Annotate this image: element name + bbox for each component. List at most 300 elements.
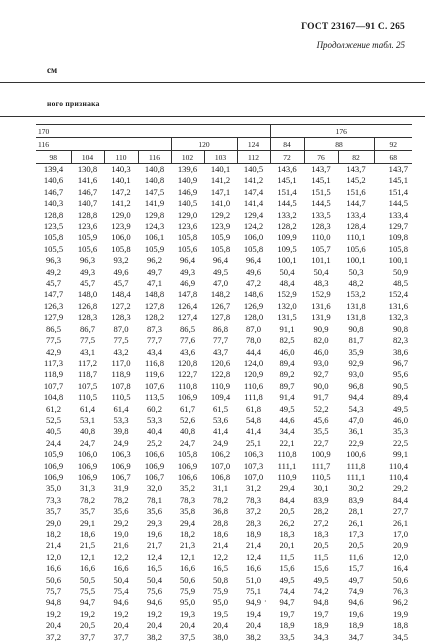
table-cell: 35,9: [338, 347, 374, 358]
standard-code: ГОСТ 23167—91 С. 265: [301, 22, 405, 32]
table-cell: 117,0: [104, 358, 138, 369]
table-cell: 18,9: [304, 620, 338, 631]
table-cell: 145,2: [338, 175, 374, 186]
table-cell: 140,8: [138, 164, 171, 176]
measurements-table: [36, 124, 412, 643]
table-cell: 110,5: [71, 392, 104, 403]
table-cell: 93,2: [104, 255, 138, 266]
table-cell: 107,6: [138, 381, 171, 392]
table-cell: 43,7: [204, 347, 237, 358]
subgroup-header: 124: [237, 138, 270, 151]
table-cell: 106,9: [71, 472, 104, 483]
table-cell: 143,7: [304, 164, 338, 176]
table-cell: 141,6: [71, 175, 104, 186]
table-cell: 19,2: [138, 609, 171, 620]
table-cell: 105,6: [71, 244, 104, 255]
table-cell: 107,8: [104, 381, 138, 392]
table-cell: 94,6: [104, 597, 138, 608]
table-row: [36, 278, 412, 289]
table-cell: 105,8: [36, 232, 71, 243]
table-cell: 50,4: [104, 575, 138, 586]
table-row: [36, 552, 412, 563]
table-row: [36, 198, 412, 209]
table-cell: 117,2: [71, 358, 104, 369]
table-cell: 105,7: [304, 244, 338, 255]
table-cell: 50,4: [138, 575, 171, 586]
table-cell: 45,7: [36, 278, 71, 289]
table-body: [36, 164, 412, 643]
table-cell: 110,1: [338, 232, 374, 243]
table-cell: 18,3: [270, 529, 304, 540]
table-cell: 22,9: [338, 438, 374, 449]
table-cell: 35,3: [374, 426, 412, 437]
table-cell: 49,2: [36, 267, 71, 278]
table-cell: 106,9: [36, 461, 71, 472]
table-cell: 19,6: [138, 529, 171, 540]
table-cell: 35,0: [36, 483, 71, 494]
table-cell: 44,6: [270, 415, 304, 426]
table-cell: 29,2: [104, 518, 138, 529]
table-cell: 20,5: [270, 506, 304, 517]
table-cell: 111,8: [237, 392, 270, 403]
table-cell: 100,1: [270, 255, 304, 266]
table-row: [36, 415, 412, 426]
table-cell: 126,7: [204, 301, 237, 312]
table-row: [36, 175, 412, 186]
table-cell: 53,3: [104, 415, 138, 426]
table-cell: 106,9: [36, 472, 71, 483]
column-header: 68: [374, 151, 412, 164]
table-cell: 20,5: [71, 620, 104, 631]
table-row: [36, 232, 412, 243]
table-cell: 47,2: [237, 278, 270, 289]
table-cell: 48,3: [304, 278, 338, 289]
table-cell: 94,4: [338, 392, 374, 403]
table-cell: 22,1: [270, 438, 304, 449]
table-cell: 19,4: [237, 609, 270, 620]
table-cell: 107,3: [237, 461, 270, 472]
table-cell: 128,3: [104, 312, 138, 323]
table-cell: 50,4: [270, 267, 304, 278]
table-cell: 116,8: [138, 358, 171, 369]
table-cell: 96,4: [237, 255, 270, 266]
table-cell: 43,2: [104, 347, 138, 358]
table-cell: 83,9: [304, 495, 338, 506]
table-cell: 128,8: [71, 210, 104, 221]
table-cell: 20,4: [204, 620, 237, 631]
column-header: 110: [104, 151, 138, 164]
table-cell: 37,7: [104, 632, 138, 643]
table-cell: 131,5: [270, 312, 304, 323]
table-cell: 128,8: [36, 210, 71, 221]
table-cell: 86,5: [36, 324, 71, 335]
table-cell: 19,2: [71, 609, 104, 620]
table-cell: 45,6: [304, 415, 338, 426]
table-cell: 33,5: [270, 632, 304, 643]
table-row: [36, 255, 412, 266]
table-cell: 110,6: [237, 381, 270, 392]
table-cell: 106,9: [104, 461, 138, 472]
table-cell: 130,8: [71, 164, 104, 176]
table-cell: 15,6: [270, 563, 304, 574]
table-cell: 95,0: [204, 597, 237, 608]
table-cell: 25,1: [237, 438, 270, 449]
table-cell: 128,0: [237, 312, 270, 323]
table-cell: 49,5: [270, 575, 304, 586]
table-cell: 26,2: [270, 518, 304, 529]
table-cell: 105,8: [237, 244, 270, 255]
table-cell: 147,8: [171, 289, 204, 300]
table-cell: 46,0: [270, 347, 304, 358]
table-cell: 106,3: [237, 449, 270, 460]
table-cell: 131,6: [374, 301, 412, 312]
table-cell: 140,5: [171, 198, 204, 209]
table-cell: 123,6: [71, 221, 104, 232]
table-cell: 96,3: [71, 255, 104, 266]
table-cell: 60,2: [138, 404, 171, 415]
table-cell: 52,6: [171, 415, 204, 426]
table-cell: 91,1: [270, 324, 304, 335]
table-row: [36, 187, 412, 198]
table-cell: 118,9: [104, 369, 138, 380]
table-cell: 143,7: [374, 164, 412, 176]
table-row: [36, 449, 412, 460]
table-cell: 49,5: [270, 404, 304, 415]
table-cell: 110,4: [374, 472, 412, 483]
table-cell: 148,8: [138, 289, 171, 300]
table-cell: 124,0: [237, 358, 270, 369]
table-cell: 47,1: [138, 278, 171, 289]
table-cell: 34,5: [374, 632, 412, 643]
table-cell: 131,8: [338, 301, 374, 312]
table-cell: 50,8: [204, 575, 237, 586]
table-cell: 151,5: [304, 187, 338, 198]
table-cell: 106,9: [71, 461, 104, 472]
table-row: [36, 586, 412, 597]
table-cell: 18,2: [36, 529, 71, 540]
table-cell: 107,7: [36, 381, 71, 392]
group-header-row: [36, 125, 412, 138]
table-row: [36, 347, 412, 358]
table-cell: 38,6: [374, 347, 412, 358]
table-cell: 122,7: [171, 369, 204, 380]
table-cell: 46,0: [304, 347, 338, 358]
table-cell: 91,4: [270, 392, 304, 403]
table-cell: 110,0: [304, 232, 338, 243]
table-cell: 132,0: [270, 301, 304, 312]
table-cell: 110,8: [270, 449, 304, 460]
table-cell: 16,6: [36, 563, 71, 574]
table-cell: 44,4: [237, 347, 270, 358]
table-row: [36, 426, 412, 437]
table-cell: 50,5: [71, 575, 104, 586]
table-cell: 140,6: [36, 175, 71, 186]
table-cell: 129,8: [138, 210, 171, 221]
table-cell: 145,1: [374, 175, 412, 186]
table-cell: 127,8: [204, 312, 237, 323]
subgroup-header: 116: [36, 138, 171, 151]
table-cell: 24,7: [71, 438, 104, 449]
table-cell: 94,8: [304, 597, 338, 608]
column-header: 72: [270, 151, 304, 164]
table-cell: 20,4: [138, 620, 171, 631]
table-cell: 105,6: [171, 244, 204, 255]
table-cell: 124,3: [138, 221, 171, 232]
table-cell: 35,5: [304, 426, 338, 437]
table-cell: 92,9: [338, 358, 374, 369]
table-cell: 151,4: [374, 187, 412, 198]
table-cell: 120,8: [171, 358, 204, 369]
table-cell: 126,4: [171, 301, 204, 312]
table-cell: 24,7: [171, 438, 204, 449]
table-cell: 40,5: [36, 426, 71, 437]
table-row: [36, 335, 412, 346]
table-cell: 16,6: [237, 563, 270, 574]
table-cell: 61,2: [36, 404, 71, 415]
table-cell: 106,7: [138, 472, 171, 483]
table-cell: 27,2: [304, 518, 338, 529]
table-cell: 94,6: [338, 597, 374, 608]
table-cell: 34,4: [270, 426, 304, 437]
table-cell: 38,0: [204, 632, 237, 643]
table-cell: 153,2: [338, 289, 374, 300]
table-cell: 100,9: [304, 449, 338, 460]
table-cell: 101,1: [304, 255, 338, 266]
table-cell: 34,7: [338, 632, 374, 643]
table-cell: 49,5: [304, 575, 338, 586]
table-cell: 129,0: [104, 210, 138, 221]
table-cell: 123,9: [104, 221, 138, 232]
table-cell: 21,4: [204, 540, 237, 551]
table-cell: 106,0: [104, 232, 138, 243]
table-cell: 29,4: [171, 518, 204, 529]
table-row: [36, 632, 412, 643]
table-cell: 37,2: [237, 506, 270, 517]
table-cell: 89,2: [270, 369, 304, 380]
table-cell: 61,4: [104, 404, 138, 415]
table-row: [36, 518, 412, 529]
table-cell: 20,4: [36, 620, 71, 631]
table-cell: 30,2: [338, 483, 374, 494]
table-cell: 36,1: [338, 426, 374, 437]
table-cell: 34,3: [304, 632, 338, 643]
table-cell: 133,4: [338, 210, 374, 221]
table-row: [36, 438, 412, 449]
table-cell: 49,5: [204, 267, 237, 278]
table-cell: 152,9: [304, 289, 338, 300]
table-cell: 152,4: [374, 289, 412, 300]
table-cell: 111,7: [304, 461, 338, 472]
table-cell: 129,7: [374, 221, 412, 232]
table-cell: 140,3: [36, 198, 71, 209]
table-cell: 89,4: [270, 358, 304, 369]
table-cell: 49,7: [138, 267, 171, 278]
table-cell: 105,8: [204, 244, 237, 255]
table-cell: 35,2: [171, 483, 204, 494]
table-cell: 16,4: [374, 563, 412, 574]
table-cell: 16,6: [104, 563, 138, 574]
table-cell: 140,1: [204, 164, 237, 176]
table-cell: 111,1: [270, 461, 304, 472]
table-cell: 42,9: [36, 347, 71, 358]
table-row: [36, 324, 412, 335]
table-cell: 77,6: [171, 335, 204, 346]
table-cell: 12,2: [104, 552, 138, 563]
table-cell: 128,2: [270, 221, 304, 232]
table-cell: 141,2: [204, 175, 237, 186]
table-cell: 147,5: [138, 187, 171, 198]
table-cell: 106,9: [171, 392, 204, 403]
table-cell: 35,7: [71, 506, 104, 517]
table-cell: 32,0: [138, 483, 171, 494]
table-cell: 77,5: [104, 335, 138, 346]
table-cell: 38,2: [237, 632, 270, 643]
table-cell: 37,2: [36, 632, 71, 643]
table-cell: 151,4: [270, 187, 304, 198]
unit-label: см: [47, 65, 57, 75]
table-cell: 20,9: [374, 540, 412, 551]
table-cell: 110,9: [270, 472, 304, 483]
table-cell: 21,3: [171, 540, 204, 551]
table-cell: 12,0: [36, 552, 71, 563]
table-cell: 73,3: [36, 495, 71, 506]
table-cell: 140,8: [138, 175, 171, 186]
table-cell: 127,8: [138, 301, 171, 312]
table-cell: 54,3: [338, 404, 374, 415]
table-cell: 18,2: [171, 529, 204, 540]
table-cell: 106,9: [138, 461, 171, 472]
table-cell: 87,0: [104, 324, 138, 335]
table-cell: 96,3: [36, 255, 71, 266]
table-cell: 145,1: [270, 175, 304, 186]
table-cell: 31,2: [237, 483, 270, 494]
table-cell: 78,0: [237, 335, 270, 346]
table-cell: 129,2: [204, 210, 237, 221]
table-cell: 31,9: [104, 483, 138, 494]
table-cell: 20,4: [237, 620, 270, 631]
table-cell: 25,2: [138, 438, 171, 449]
column-header: 82: [338, 151, 374, 164]
table-cell: 91,7: [304, 392, 338, 403]
table-row: [36, 540, 412, 551]
table-cell: 94,7: [71, 597, 104, 608]
table-cell: 105,8: [171, 449, 204, 460]
table-cell: 96,2: [138, 255, 171, 266]
table-cell: 46,9: [171, 278, 204, 289]
table-cell: 50,6: [171, 575, 204, 586]
table-cell: 16,6: [71, 563, 104, 574]
table-cell: 95,0: [171, 597, 204, 608]
table-cell: 76,3: [374, 586, 412, 597]
table-cell: 21,4: [237, 540, 270, 551]
table-cell: 141,9: [138, 198, 171, 209]
table-cell: 140,5: [237, 164, 270, 176]
table-cell: 52,5: [36, 415, 71, 426]
column-header: 103: [204, 151, 237, 164]
table-cell: 20,5: [338, 540, 374, 551]
table-cell: 18,9: [338, 620, 374, 631]
table-cell: 43,1: [71, 347, 104, 358]
column-header: 98: [36, 151, 71, 164]
table-cell: 26,1: [374, 518, 412, 529]
table-cell: 128,2: [138, 312, 171, 323]
table-cell: 24,4: [36, 438, 71, 449]
table-cell: 11,5: [304, 552, 338, 563]
table-row: [36, 312, 412, 323]
table-cell: 77,7: [138, 335, 171, 346]
table-cell: 126,3: [36, 301, 71, 312]
table-cell: 36,8: [204, 506, 237, 517]
table-cell: 29,1: [71, 518, 104, 529]
table-cell: 29,2: [374, 483, 412, 494]
table-cell: 107,0: [237, 472, 270, 483]
table-cell: 129,4: [237, 210, 270, 221]
table-cell: 50,6: [374, 575, 412, 586]
table-cell: 96,4: [204, 255, 237, 266]
table-cell: 50,9: [374, 267, 412, 278]
table-cell: 143,7: [338, 164, 374, 176]
subgroup-header: 92: [374, 138, 412, 151]
table-cell: 90,8: [374, 324, 412, 335]
table-cell: 30,1: [304, 483, 338, 494]
table-cell: 38,2: [138, 632, 171, 643]
table-cell: 106,1: [138, 232, 171, 243]
table-cell: 26,1: [338, 518, 374, 529]
table-cell: 20,4: [171, 620, 204, 631]
table-cell: 40,8: [171, 426, 204, 437]
table-cell: 133,2: [270, 210, 304, 221]
table-row: [36, 529, 412, 540]
table-cell: 106,0: [237, 232, 270, 243]
table-cell: 104,8: [36, 392, 71, 403]
table-cell: 49,7: [338, 575, 374, 586]
table-cell: 106,3: [104, 449, 138, 460]
table-cell: 18,9: [237, 529, 270, 540]
table-cell: 106,9: [171, 461, 204, 472]
table-cell: 110,8: [171, 381, 204, 392]
table-cell: 19,2: [104, 609, 138, 620]
table-cell: 92,7: [304, 369, 338, 380]
table-cell: 127,2: [104, 301, 138, 312]
table-cell: 37,5: [171, 632, 204, 643]
table-cell: 94,9: [237, 597, 270, 608]
table-cell: 28,2: [304, 506, 338, 517]
table-cell: 17,0: [374, 529, 412, 540]
table-cell: 35,7: [36, 506, 71, 517]
table-cell: 106,0: [71, 449, 104, 460]
header-fragment: ного признака: [47, 99, 100, 108]
table-cell: 11,6: [338, 552, 374, 563]
table-cell: 100,1: [374, 255, 412, 266]
table-cell: 94,6: [138, 597, 171, 608]
footer-mark: ·: [264, 597, 267, 606]
table-cell: 145,1: [304, 175, 338, 186]
table-cell: 147,4: [237, 187, 270, 198]
table-cell: 43,6: [171, 347, 204, 358]
table-row: [36, 563, 412, 574]
table-cell: 146,7: [71, 187, 104, 198]
table-cell: 123,6: [171, 221, 204, 232]
group-header-176: 176: [270, 125, 412, 138]
table-cell: 53,6: [204, 415, 237, 426]
table-cell: 78,2: [204, 495, 237, 506]
table-cell: 40,8: [71, 426, 104, 437]
table-cell: 144,7: [338, 198, 374, 209]
table-cell: 41,4: [204, 426, 237, 437]
table-cell: 151,6: [338, 187, 374, 198]
table-cell: 28,1: [338, 506, 374, 517]
table-cell: 53,1: [71, 415, 104, 426]
